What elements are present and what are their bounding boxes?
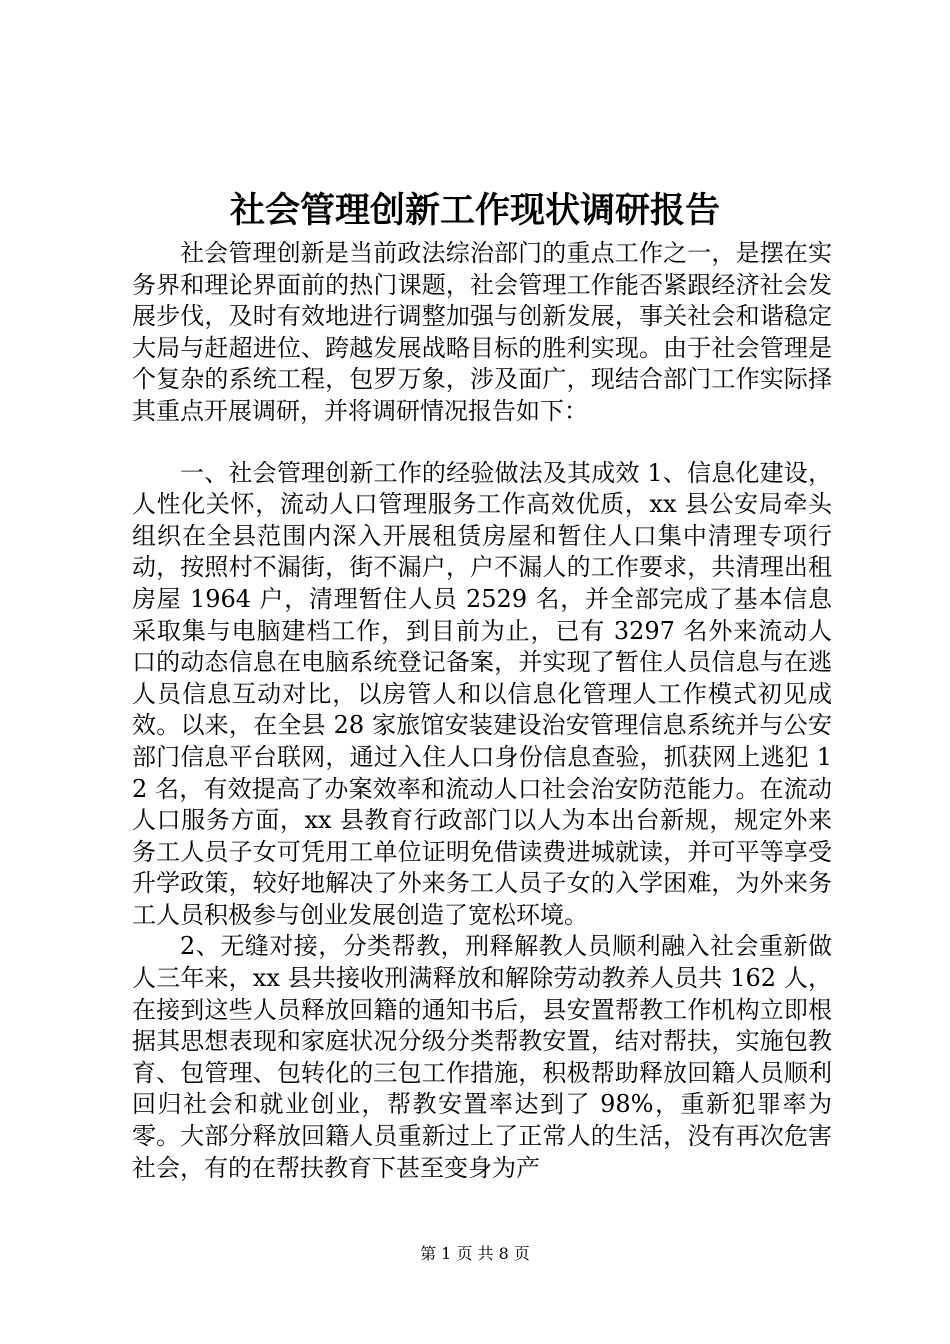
paragraph-intro: 社会管理创新是当前政法综治部门的重点工作之一，是摆在实务界和理论界面前的热门课题，社会管理工作能否紧跟经济社会发展步伐，及时有效地进行调整加强与创新发展，事关社会和谐稳定大局与赶超进位、跨越发展战略目标的胜利实现。由于社会管理是个复杂的系统工程，包罗万象，涉及面广，现结合部门工作实际择其重点开展调研，并将调研情况报告如下： bbox=[132, 239, 832, 425]
document-body bbox=[132, 238, 832, 1184]
paragraph-section-1: 一、社会管理创新工作的经验做法及其成效 1、信息化建设，人性化关怀，流动人口管理服务工作高效优质，xx 县公安局牵头组织在全县范围内深入开展租赁房屋和暂住人口集中清理专项行动，按照村不漏街，街不漏户，户不漏人的工作要求，共清理出租房屋 1964 户，清理暂住人员 2529 名，并全部完成了基本信息采取集与电脑建档工作，到目前为止，已有 3297 名外来流动人口的动态信息在电脑系统登记备案，并实现了暂住人员信息与在逃人员信息互动对比，以房管人和以信息化管理人工作模式初见成效。以来，在全县 28 家旅馆安装建设治安管理信息系统并与公安部门信息平台联网，通过入住人口身份信息查验，抓获网上逃犯 12 名，有效提高了办案效率和流动人口社会治安防范能力。在流动人口服务方面，xx 县教育行政部门以人为本出台新规，规定外来务工人员子女可凭用工单位证明免借读费进城就读，并可平等享受升学政策，较好地解决了外来务工人员子女的入学困难，为外来务工人员积极参与创业发展创造了宽松环境。 bbox=[132, 458, 832, 929]
page-footer: 第 1 页 共 8 页 bbox=[420, 1244, 530, 1263]
document-title: 社会管理创新工作现状调研报告 bbox=[229, 191, 720, 231]
paragraph-section-2: 2、无缝对接，分类帮教，刑释解教人员顺利融入社会重新做人三年来，xx 县共接收刑满释放和解除劳动教养人员共 162 人，在接到这些人员释放回籍的通知书后，县安置帮教工作机构立即根据其思想表现和家庭状况分级分类帮教安置，结对帮扶，实施包教育、包管理、包转化的三包工作措施，积极帮助释放回籍人员顺利回归社会和就业创业，帮教安置率达到了 98%，重新犯罪率为零。大部分释放回籍人员重新过上了正常人的生活，没有再次危害社会，有的在帮扶教育下甚至变身为产 bbox=[132, 932, 832, 1182]
paragraph-spacer bbox=[132, 428, 832, 458]
